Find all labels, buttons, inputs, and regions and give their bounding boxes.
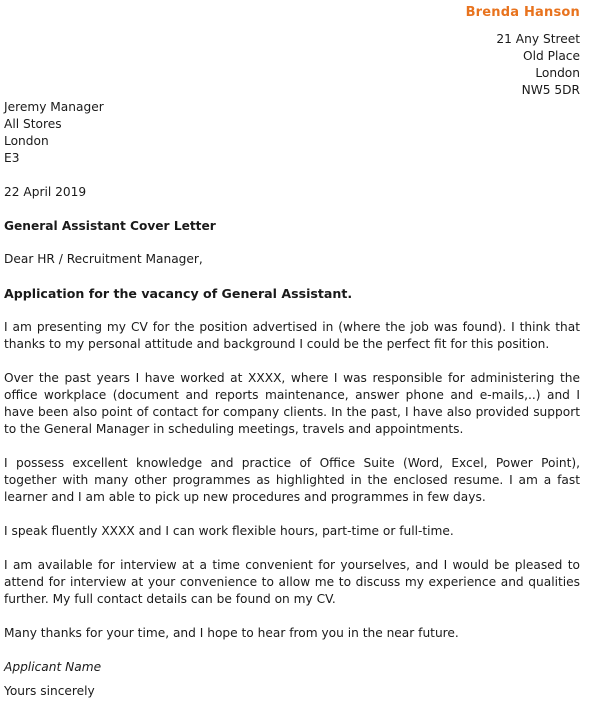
recipient-address-line: Jeremy Manager xyxy=(4,100,104,114)
recipient-address-line: E3 xyxy=(4,151,20,165)
sender-address-line: 21 Any Street xyxy=(496,32,580,46)
letter-title: General Assistant Cover Letter xyxy=(4,219,216,233)
recipient-address-line: London xyxy=(4,134,49,148)
recipient-address-line: All Stores xyxy=(4,117,62,131)
sender-name: Brenda Hanson xyxy=(465,5,580,20)
subject-line: Application for the vacancy of General Assistant. xyxy=(4,286,353,301)
closing: Yours sincerely xyxy=(4,684,95,698)
sender-address-line: Old Place xyxy=(523,49,580,63)
recipient-address xyxy=(4,99,104,167)
applicant-name: Applicant Name xyxy=(4,660,102,674)
body-paragraph: Over the past years I have worked at XXXX, where I was responsible for administering the office workplace (document and reports maintenance, answer phone and e-mails,..) and I have been also point of contact for company clients. In the past, I have also provided support to the General Manager in scheduling meetings, travels and appointments. xyxy=(4,371,580,436)
body-paragraph: I possess excellent knowledge and practice of Office Suite (Word, Excel, Power Point), together with many other programmes as highlighted in the enclosed resume. I am a fast learner and I am able to pick up new procedures and programmes in few days. xyxy=(4,456,580,504)
letter-date: 22 April 2019 xyxy=(4,185,87,199)
salutation: Dear HR / Recruitment Manager, xyxy=(4,252,203,266)
sender-address xyxy=(496,31,580,99)
body-paragraph: I am presenting my CV for the position advertised in (where the job was found). I think that thanks to my personal attitude and background I could be the perfect fit for this position. xyxy=(4,320,580,351)
body-paragraph: I am available for interview at a time convenient for yourselves, and I would be pleased to attend for interview at your convenience to allow me to discuss my experience and qualities further. My full contact details can be found on my CV. xyxy=(4,558,580,606)
sender-address-line: London xyxy=(535,66,580,80)
body-paragraph: Many thanks for your time, and I hope to hear from you in the near future. xyxy=(4,626,459,640)
body-paragraph: I speak fluently XXXX and I can work flexible hours, part-time or full-time. xyxy=(4,524,454,538)
sender-address-line: NW5 5DR xyxy=(521,83,580,97)
